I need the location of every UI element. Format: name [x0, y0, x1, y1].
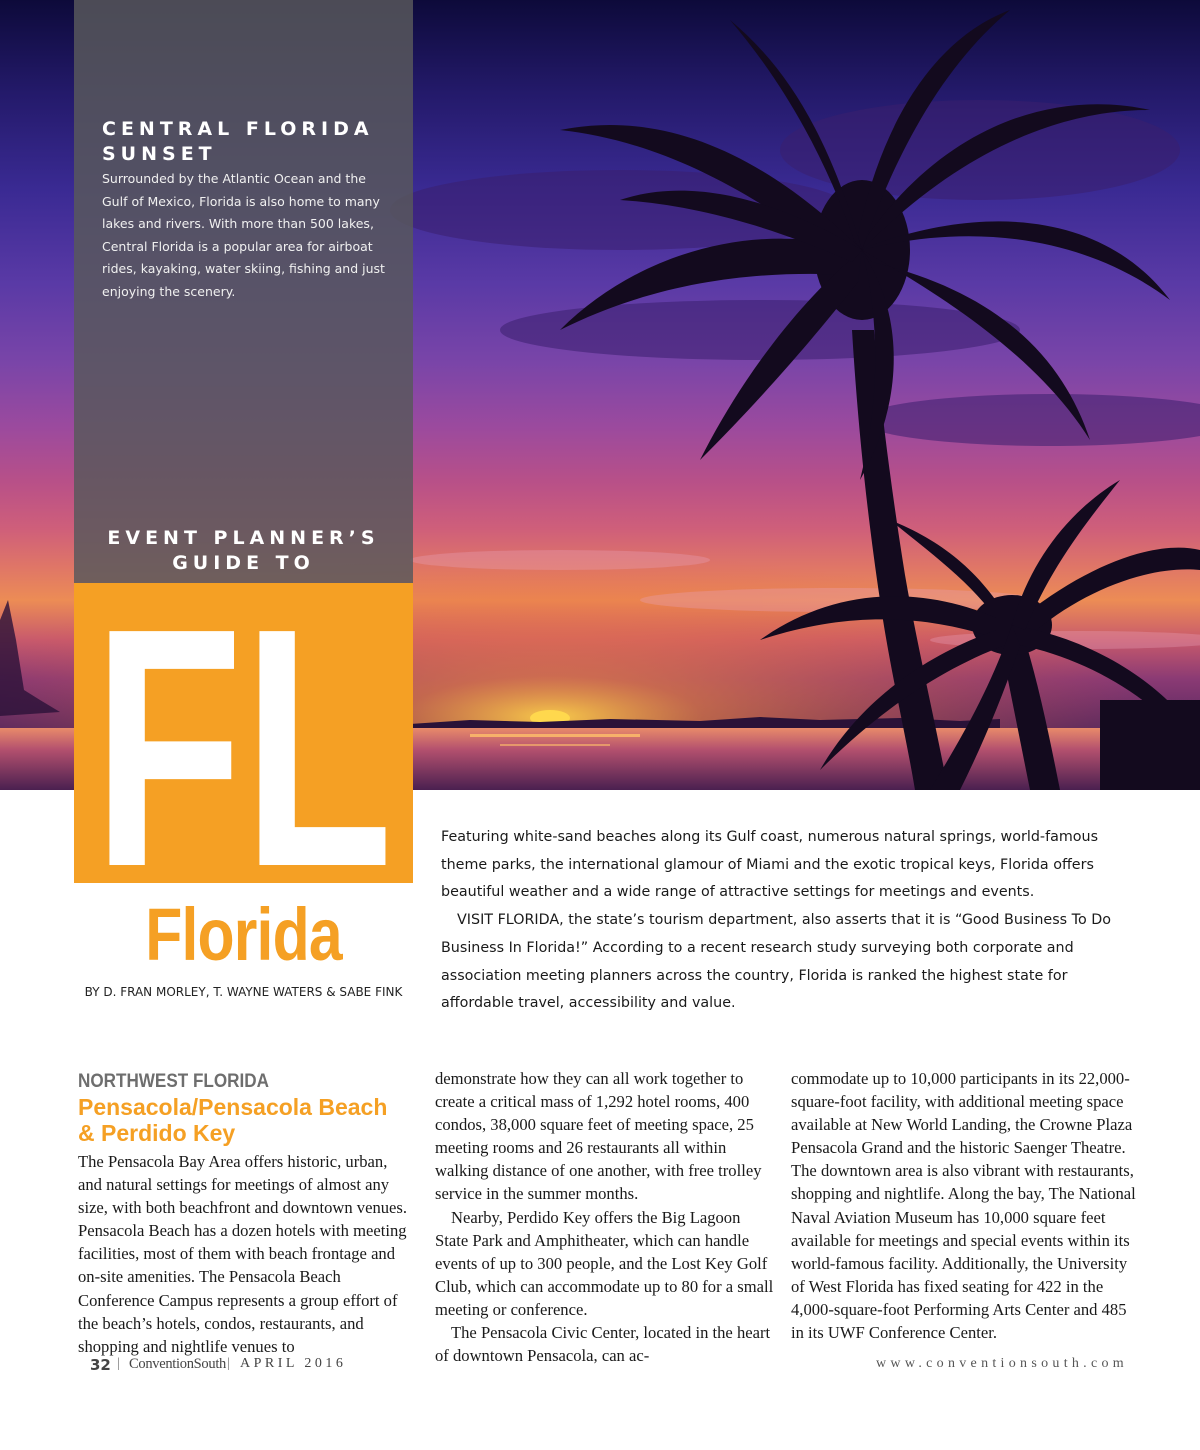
body-column-1 [78, 1150, 412, 1358]
fl-letters-text: FL [93, 583, 393, 883]
body-paragraph: The Pensacola Civic Center, located in the heart of downtown Pensacola, can ac- [435, 1323, 771, 1366]
website-url: www.conventionsouth.com [876, 1356, 1128, 1371]
fl-title-block [74, 583, 413, 883]
body-paragraph: The Pensacola Bay Area offers historic, urban, and natural settings for meetings of almost any size, with both beachfront and downtown venues. Pensacola Beach has a dozen hotels with meeting facilities, most of them with beach frontage and on-site amenities. The Pensacola Beach Conference Campus represents a group effort of the beach’s hotels, condos, restaurants, and shopping and nightlife venues to [78, 1152, 408, 1356]
byline: BY D. FRAN MORLEY, T. WAYNE WATERS & SABE FINK [84, 985, 403, 999]
issue-date: APRIL 2016 [240, 1356, 347, 1371]
page-footer [0, 1352, 1200, 1376]
publication-name: ConventionSouth [129, 1356, 227, 1372]
section-title: Pensacola/Pensacola Beach & Perdido Key [78, 1094, 388, 1146]
page-number: 32 [90, 1356, 111, 1374]
article-intro [441, 824, 1121, 1018]
body-paragraph: Nearby, Perdido Key offers the Big Lagoon State Park and Amphitheater, which can handle events of up to 300 people, and the Lost Key Golf Club, which can accommodate up to 80 for a small meeting or conference. [435, 1207, 774, 1319]
body-column-3 [791, 1067, 1136, 1344]
guide-kicker: EVENT PLANNER’S GUIDE TO [107, 527, 380, 574]
article-headline: Florida [145, 893, 342, 976]
body-paragraph: commodate up to 10,000 participants in its 22,000-square-foot facility, with additional meeting space available at New World Landing, the Crowne Plaza Pensacola Grand and the historic Saenger Theatre. The downtown area is also vibrant with restaurants, shopping and nightlife. Along the bay, The National Naval Aviation Museum has 10,000 square feet available for meetings and special events within its world-famous facility. Additionally, the University of West Florida has fixed seating for 422 in the 4,000-square-foot Performing Arts Center and 485 in its UWF Conference Center. [791, 1069, 1136, 1343]
photo-caption: Surrounded by the Atlantic Ocean and the Gulf of Mexico, Florida is also home to many lakes and rivers. With more than 500 lakes, Central Florida is a popular area for airboat rides, kayaking, water skiing, fishing and just enjoying the scenery. [102, 171, 385, 299]
intro-paragraph: VISIT FLORIDA, the state’s tourism department, also asserts that it is “Good Business To Do Business In Florida!” According to a recent research study surveying both corporate and association meeting planners across the country, Florida is ranked the highest state for affordable travel, accessibility and value. [441, 912, 1111, 1012]
body-column-2 [435, 1067, 775, 1367]
photo-title: CENTRAL FLORIDA SUNSET [102, 118, 374, 165]
intro-paragraph: Featuring white-sand beaches along its Gulf coast, numerous natural springs, world-famous theme parks, the international glamour of Miami and the exotic tropical keys, Florida offers beautiful weather and a wide range of attractive settings for meetings and events. [441, 829, 1099, 901]
footer-separator: | [117, 1356, 120, 1371]
fl-letters [74, 583, 413, 883]
photo-caption-panel [74, 0, 413, 583]
footer-separator: | [227, 1356, 230, 1371]
section-region: NORTHWEST FLORIDA [78, 1071, 269, 1092]
body-paragraph: demonstrate how they can all work together to create a critical mass of 1,292 hotel rooms, 400 condos, 38,000 square feet of meeting space, 25 meeting rooms and 26 restaurants all within walking distance of one another, with free trolley service in the summer months. [435, 1069, 762, 1204]
